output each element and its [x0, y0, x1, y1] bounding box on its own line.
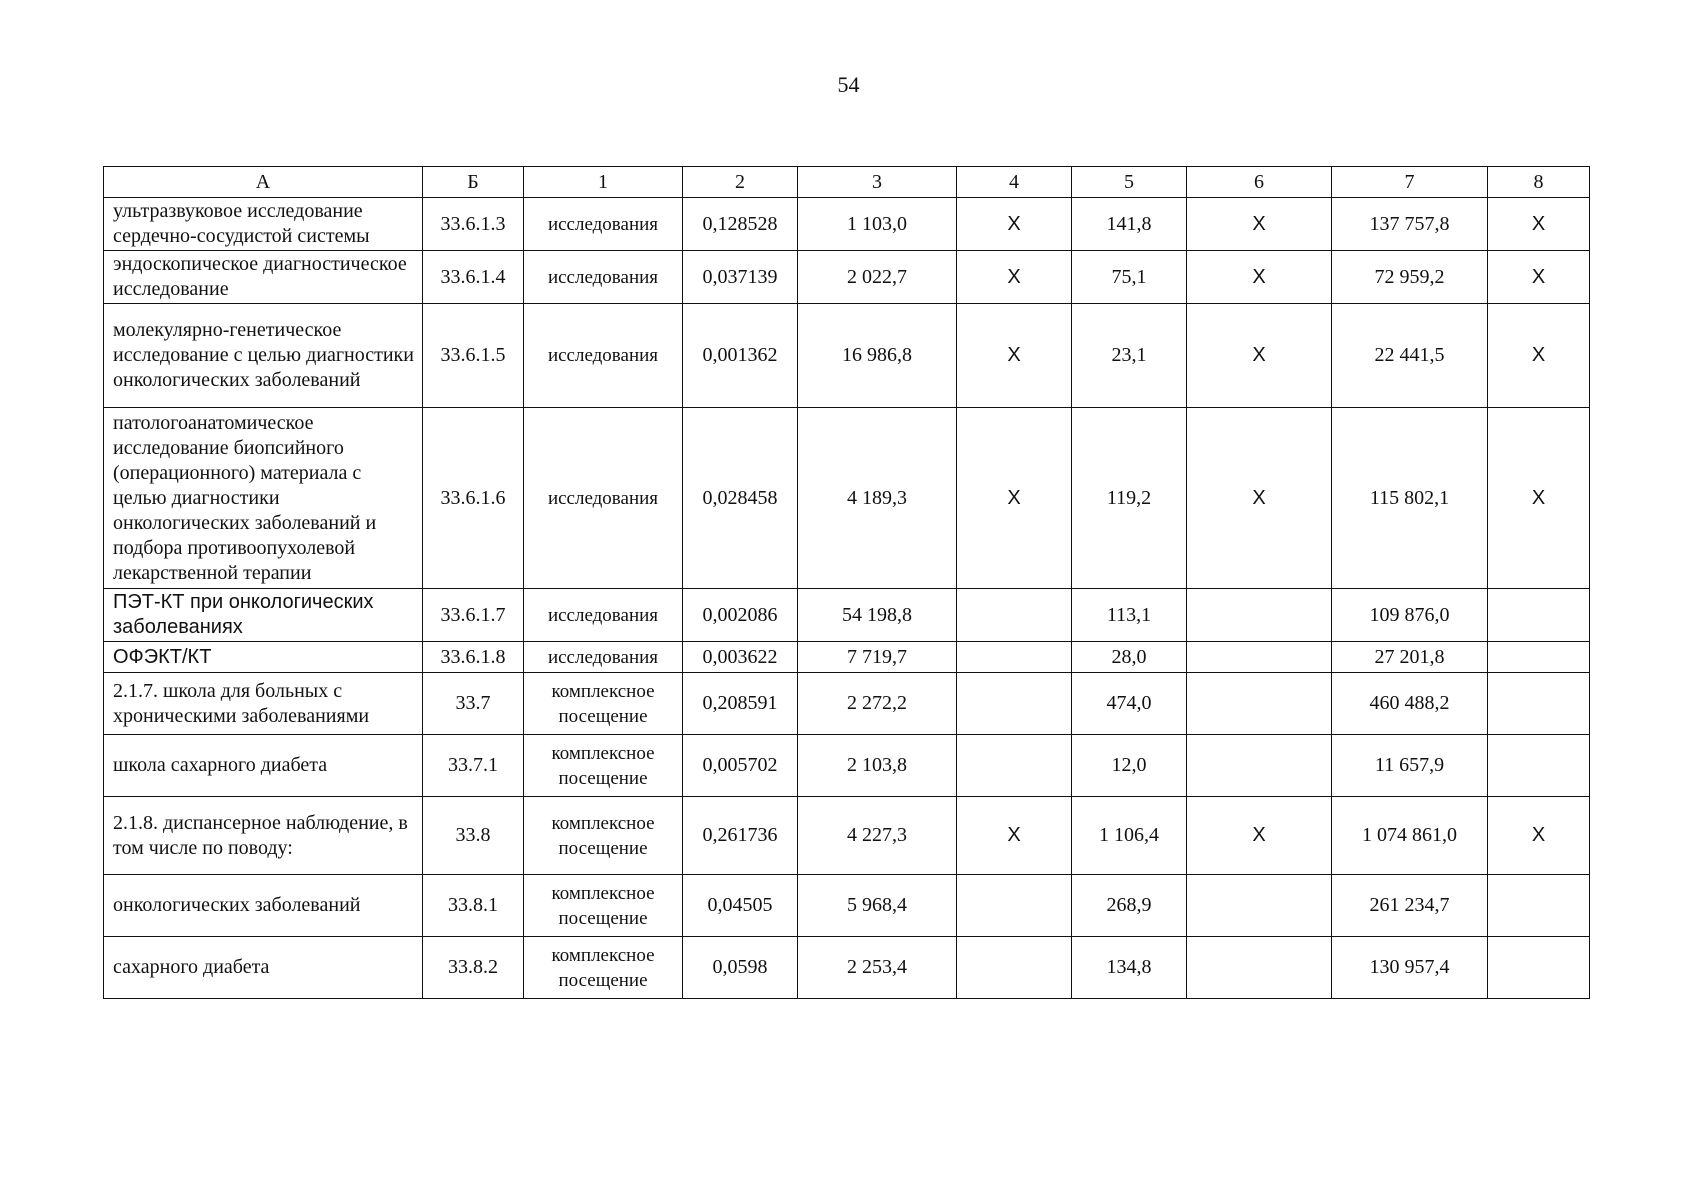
row-cell-7: 109 876,0: [1332, 589, 1488, 642]
row-cell-7: 27 201,8: [1332, 642, 1488, 673]
row-cell-3: 7 719,7: [798, 642, 957, 673]
row-cell-6: Х: [1187, 408, 1332, 589]
row-cell-2: 0,037139: [683, 251, 798, 304]
header-cell-1: 1: [524, 167, 683, 198]
row-cell-8: [1488, 589, 1590, 642]
row-name-cell: ультразвуковое исследование сердечно-сосудистой системы: [104, 198, 423, 251]
row-cell-4: Х: [957, 304, 1072, 408]
row-cell-6: [1187, 937, 1332, 999]
row-cell-5: 141,8: [1072, 198, 1187, 251]
row-cell-4: Х: [957, 251, 1072, 304]
row-cell-2: 0,0598: [683, 937, 798, 999]
table-row: [104, 304, 1590, 408]
row-cell-5: 119,2: [1072, 408, 1187, 589]
header-cell-3: 3: [798, 167, 957, 198]
row-cell-5: 75,1: [1072, 251, 1187, 304]
row-cell-8: [1488, 937, 1590, 999]
row-cell-5: 12,0: [1072, 735, 1187, 797]
row-code-cell: 33.6.1.3: [423, 198, 524, 251]
row-cell-2: 0,04505: [683, 875, 798, 937]
row-cell-4: [957, 673, 1072, 735]
header-cell-7: 7: [1332, 167, 1488, 198]
row-cell-7: 460 488,2: [1332, 673, 1488, 735]
header-cell-2: 2: [683, 167, 798, 198]
header-cell-6: 6: [1187, 167, 1332, 198]
row-cell-3: 4 227,3: [798, 797, 957, 875]
row-cell-4: Х: [957, 198, 1072, 251]
row-cell-6: [1187, 875, 1332, 937]
row-cell-7: 137 757,8: [1332, 198, 1488, 251]
table-row: [104, 251, 1590, 304]
row-cell-3: 2 022,7: [798, 251, 957, 304]
row-unit-cell: исследования: [524, 589, 683, 642]
row-cell-3: 2 253,4: [798, 937, 957, 999]
row-unit-cell: исследования: [524, 198, 683, 251]
row-cell-5: 23,1: [1072, 304, 1187, 408]
table-row: [104, 673, 1590, 735]
row-code-cell: 33.6.1.8: [423, 642, 524, 673]
table-row: [104, 408, 1590, 589]
page-number: 54: [837, 72, 860, 97]
table-row: [104, 875, 1590, 937]
table-row: [104, 589, 1590, 642]
row-cell-6: [1187, 735, 1332, 797]
row-cell-2: 0,208591: [683, 673, 798, 735]
row-name-cell: школа сахарного диабета: [104, 735, 423, 797]
row-cell-8: Х: [1488, 198, 1590, 251]
table-row: [104, 797, 1590, 875]
row-unit-cell: комплексное посещение: [524, 797, 683, 875]
row-name-cell: молекулярно-генетическое исследование с целью диагностики онкологических заболеваний: [104, 304, 423, 408]
row-unit-cell: комплексное посещение: [524, 673, 683, 735]
row-code-cell: 33.8: [423, 797, 524, 875]
row-name-cell: онкологических заболеваний: [104, 875, 423, 937]
row-unit-cell: комплексное посещение: [524, 735, 683, 797]
row-cell-2: 0,002086: [683, 589, 798, 642]
row-cell-3: 1 103,0: [798, 198, 957, 251]
row-cell-8: [1488, 642, 1590, 673]
row-cell-8: [1488, 735, 1590, 797]
table-row: [104, 937, 1590, 999]
row-cell-4: [957, 735, 1072, 797]
row-cell-7: 1 074 861,0: [1332, 797, 1488, 875]
row-cell-5: 268,9: [1072, 875, 1187, 937]
row-cell-6: Х: [1187, 304, 1332, 408]
row-unit-cell: исследования: [524, 408, 683, 589]
row-cell-2: 0,128528: [683, 198, 798, 251]
row-unit-cell: исследования: [524, 304, 683, 408]
row-cell-4: [957, 937, 1072, 999]
row-name-cell: патологоанатомическое исследование биопсийного (операционного) материала с целью диагностики онкологических заболеваний и подбора противоопухолевой лекарственной терапии: [104, 408, 423, 589]
row-cell-5: 474,0: [1072, 673, 1187, 735]
row-code-cell: 33.6.1.4: [423, 251, 524, 304]
row-cell-6: Х: [1187, 251, 1332, 304]
row-cell-7: 22 441,5: [1332, 304, 1488, 408]
row-cell-8: [1488, 875, 1590, 937]
table-row: [104, 198, 1590, 251]
row-cell-4: [957, 875, 1072, 937]
row-cell-2: 0,028458: [683, 408, 798, 589]
table-header-row: [104, 167, 1590, 198]
row-code-cell: 33.6.1.5: [423, 304, 524, 408]
row-name-cell: ОФЭКТ/КТ: [104, 642, 423, 673]
row-cell-3: 54 198,8: [798, 589, 957, 642]
row-name-cell: 2.1.8. диспансерное наблюдение, в том числе по поводу:: [104, 797, 423, 875]
header-cell-b: Б: [423, 167, 524, 198]
table-row: [104, 642, 1590, 673]
row-cell-4: Х: [957, 408, 1072, 589]
row-cell-2: 0,001362: [683, 304, 798, 408]
row-cell-5: 1 106,4: [1072, 797, 1187, 875]
header-cell-4: 4: [957, 167, 1072, 198]
row-cell-7: 261 234,7: [1332, 875, 1488, 937]
row-cell-8: Х: [1488, 304, 1590, 408]
row-cell-3: 2 272,2: [798, 673, 957, 735]
row-code-cell: 33.8.2: [423, 937, 524, 999]
row-cell-2: 0,005702: [683, 735, 798, 797]
row-code-cell: 33.6.1.6: [423, 408, 524, 589]
row-cell-8: Х: [1488, 251, 1590, 304]
row-cell-8: Х: [1488, 797, 1590, 875]
row-cell-5: 134,8: [1072, 937, 1187, 999]
row-unit-cell: комплексное посещение: [524, 875, 683, 937]
row-cell-6: Х: [1187, 797, 1332, 875]
data-table: [103, 166, 1590, 999]
row-cell-7: 72 959,2: [1332, 251, 1488, 304]
row-cell-6: Х: [1187, 198, 1332, 251]
row-cell-6: [1187, 589, 1332, 642]
row-cell-7: 115 802,1: [1332, 408, 1488, 589]
table-row: [104, 735, 1590, 797]
row-name-cell: эндоскопическое диагностическое исследование: [104, 251, 423, 304]
row-cell-4: [957, 642, 1072, 673]
row-cell-5: 113,1: [1072, 589, 1187, 642]
row-cell-6: [1187, 673, 1332, 735]
row-cell-5: 28,0: [1072, 642, 1187, 673]
row-unit-cell: исследования: [524, 251, 683, 304]
row-cell-3: 2 103,8: [798, 735, 957, 797]
row-cell-7: 11 657,9: [1332, 735, 1488, 797]
row-cell-2: 0,261736: [683, 797, 798, 875]
row-code-cell: 33.8.1: [423, 875, 524, 937]
row-code-cell: 33.6.1.7: [423, 589, 524, 642]
row-cell-3: 16 986,8: [798, 304, 957, 408]
row-cell-3: 5 968,4: [798, 875, 957, 937]
header-cell-a: А: [104, 167, 423, 198]
row-cell-4: [957, 589, 1072, 642]
row-code-cell: 33.7.1: [423, 735, 524, 797]
row-unit-cell: исследования: [524, 642, 683, 673]
row-cell-8: [1488, 673, 1590, 735]
row-name-cell: ПЭТ-КТ при онкологических заболеваниях: [104, 589, 423, 642]
header-cell-5: 5: [1072, 167, 1187, 198]
row-cell-7: 130 957,4: [1332, 937, 1488, 999]
row-name-cell: сахарного диабета: [104, 937, 423, 999]
row-code-cell: 33.7: [423, 673, 524, 735]
row-name-cell: 2.1.7. школа для больных с хроническими заболеваниями: [104, 673, 423, 735]
row-cell-4: Х: [957, 797, 1072, 875]
header-cell-8: 8: [1488, 167, 1590, 198]
row-cell-8: Х: [1488, 408, 1590, 589]
row-cell-2: 0,003622: [683, 642, 798, 673]
row-cell-6: [1187, 642, 1332, 673]
row-cell-3: 4 189,3: [798, 408, 957, 589]
row-unit-cell: комплексное посещение: [524, 937, 683, 999]
